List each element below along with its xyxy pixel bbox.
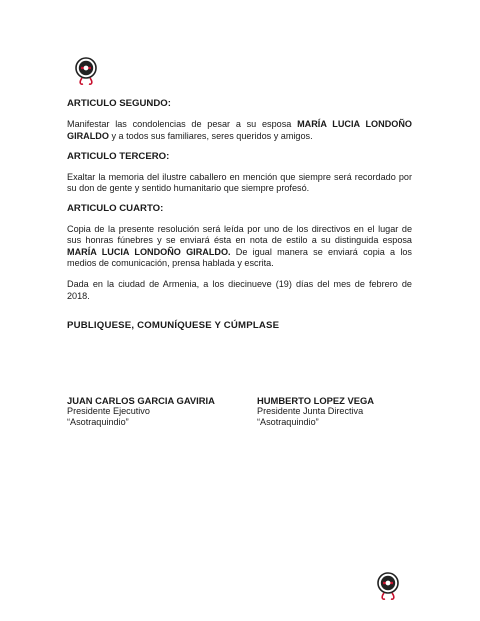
signature-left [67,395,267,429]
widow-name-cuarto: MARÍA LUCIA LONDOÑO GIRALDO. [67,246,231,257]
signature-right [257,395,457,429]
logo-emblem-icon [375,572,401,602]
article-heading-segundo: ARTICULO SEGUNDO: [67,98,171,109]
signer-name: JUAN CARLOS GARCIA GAVIRIA [67,395,215,406]
asotraquindio-logo-footer [375,572,401,602]
article-segundo-text-1: Manifestar las condolencias de pesar a su esposa [67,119,298,130]
asotraquindio-logo [73,57,99,87]
article-heading-cuarto: ARTICULO CUARTO: [67,203,164,215]
article-segundo-text-2: y a todos sus familiares, seres queridos y amigos. [108,130,313,141]
article-text-tercero: Exaltar la memoria del ilustre caballero en mención que siempre será recordado por su don de gente y sentido humanitario que siempre profesó. [67,171,412,194]
resolution-body [67,98,412,341]
article-text-segundo [67,119,412,142]
article-text-cuarto [67,224,412,270]
article-cuarto-text-1: Copia de la presente resolución será leída por uno de los directivos en el lugar de sus honras fúnebres y se enviará ésta en nota de estilo a su distinguida esposa [67,223,412,246]
article-heading-tercero: ARTICULO TERCERO: [67,151,170,163]
publication-order: PUBLIQUESE, COMUNÍQUESE Y CÚMPLASE [67,320,280,332]
logo-emblem-icon [73,57,99,87]
signer-name: HUMBERTO LOPEZ VEGA [257,395,375,406]
signer-org: “Asotraquindio” [257,417,319,428]
dated-statement: Dada en la ciudad de Armenia, a los diecinueve (19) días del mes de febrero de 2018. [67,279,412,301]
article-cuarto-text-2: De igual manera se enviará copia a los medios de comunicación, prensa hablada y escrita. [67,246,412,269]
widow-name: MARÍA LUCIA LONDOÑO GIRALDO [67,119,412,141]
signer-org: “Asotraquindio” [67,417,129,428]
signer-role: Presidente Junta Directiva [257,406,364,417]
signer-role: Presidente Ejecutivo [67,406,150,417]
